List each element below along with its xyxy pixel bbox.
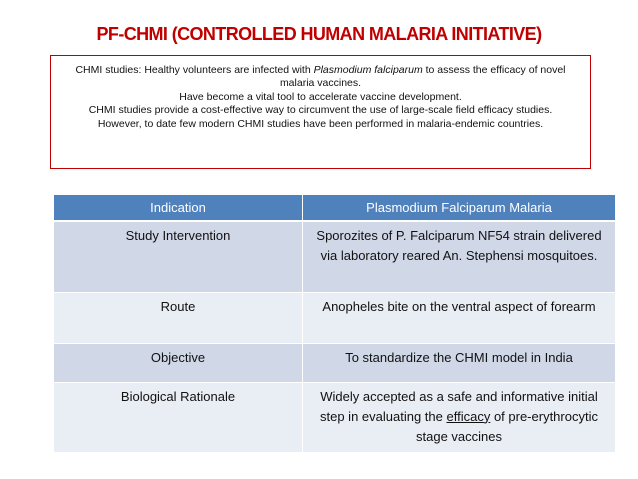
species-name: Plasmodium falciparum (313, 64, 423, 76)
intro-box (50, 55, 591, 169)
intro-line-4: However, to date few modern CHMI studies have been performed in malaria-endemic countries. (97, 117, 544, 130)
header-indication: Indication (54, 195, 303, 221)
rationale-start: Widely accepted as a safe and informative initial step in evaluating the (320, 388, 598, 424)
row-value: Anopheles bite on the ventral aspect of forearm (303, 292, 616, 343)
indication-table (54, 195, 615, 452)
table-row (54, 382, 615, 452)
row-value (303, 382, 616, 452)
table-header-row (54, 195, 615, 221)
header-malaria: Plasmodium Falciparum Malaria (303, 195, 616, 221)
table-row (54, 221, 615, 292)
intro-line-3: CHMI studies provide a cost-effective way to circumvent the use of large-scale field efficacy studies. (88, 104, 553, 117)
efficacy-word: efficacy (446, 408, 491, 424)
intro-line-1 (57, 64, 584, 91)
intro-line-1-end: to assess the efficacy of novel malaria vaccines. (279, 64, 566, 90)
row-label: Route (54, 292, 303, 343)
intro-line-1-start: CHMI studies: Healthy volunteers are infected with (75, 64, 314, 76)
row-value: To standardize the CHMI model in India (303, 343, 616, 382)
rationale-end: of pre-erythrocytic stage vaccines (416, 408, 598, 444)
intro-line-2: Have become a vital tool to accelerate vaccine development. (179, 90, 462, 103)
row-value: Sporozites of P. Falciparum NF54 strain delivered via laboratory reared An. Stephensi mosquitoes. (303, 221, 616, 292)
row-label: Objective (54, 343, 303, 382)
table-row (54, 292, 615, 343)
row-label: Biological Rationale (54, 382, 303, 452)
row-label: Study Intervention (54, 221, 303, 292)
slide-title: PF-CHMI (CONTROLLED HUMAN MALARIA INITIATIVE) (96, 24, 542, 44)
table-row (54, 343, 615, 382)
